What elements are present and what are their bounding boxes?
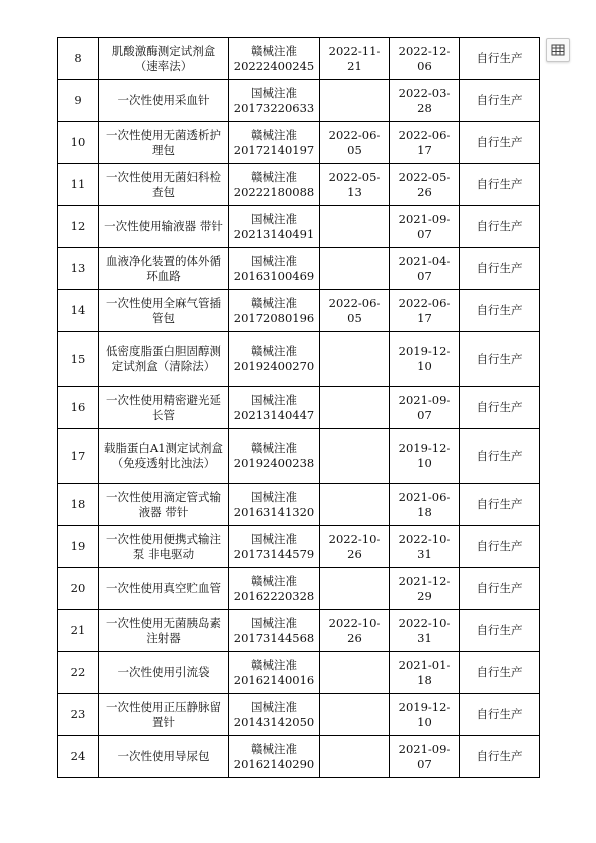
row-number: 15 (58, 332, 99, 387)
table-row (58, 610, 540, 652)
cert-number: 20173144568 (233, 630, 315, 645)
side-tool-button[interactable] (546, 38, 570, 62)
date-one (320, 332, 390, 387)
row-number: 9 (58, 80, 99, 122)
production-source: 自行生产 (460, 568, 540, 610)
product-name: 一次性使用滴定管式输液器 带针 (99, 484, 229, 526)
date-one: 2022-10-26 (320, 526, 390, 568)
registration-cert (229, 484, 320, 526)
cert-number: 20163100469 (233, 268, 315, 283)
production-source: 自行生产 (460, 122, 540, 164)
table-row (58, 484, 540, 526)
date-one (320, 80, 390, 122)
table-row (58, 248, 540, 290)
cert-authority: 国械注准 (251, 615, 297, 630)
date-one (320, 206, 390, 248)
date-two: 2019-12-10 (390, 429, 460, 484)
product-name: 血液净化装置的体外循环血路 (99, 248, 229, 290)
registration-cert (229, 164, 320, 206)
cert-number: 20172140197 (233, 142, 315, 157)
registration-cert (229, 80, 320, 122)
cert-authority: 国械注准 (251, 531, 297, 546)
production-source: 自行生产 (460, 290, 540, 332)
product-name: 一次性使用导尿包 (99, 736, 229, 778)
cert-authority: 赣械注准 (251, 295, 297, 310)
row-number: 16 (58, 387, 99, 429)
registration-cert (229, 526, 320, 568)
table-row (58, 164, 540, 206)
row-number: 10 (58, 122, 99, 164)
production-source: 自行生产 (460, 736, 540, 778)
cert-authority: 国械注准 (251, 392, 297, 407)
product-name: 低密度脂蛋白胆固醇测定试剂盒（清除法） (99, 332, 229, 387)
production-source: 自行生产 (460, 164, 540, 206)
cert-authority: 国械注准 (251, 253, 297, 268)
cert-authority: 国械注准 (251, 489, 297, 504)
product-name: 一次性使用便携式输注泵 非电驱动 (99, 526, 229, 568)
product-name: 一次性使用精密避光延长管 (99, 387, 229, 429)
row-number: 19 (58, 526, 99, 568)
registration-cert (229, 429, 320, 484)
table-row (58, 206, 540, 248)
cert-number: 20162140290 (233, 756, 315, 771)
product-name: 一次性使用采血针 (99, 80, 229, 122)
registration-cert (229, 387, 320, 429)
table-row (58, 429, 540, 484)
row-number: 20 (58, 568, 99, 610)
date-two: 2022-05-26 (390, 164, 460, 206)
row-number: 11 (58, 164, 99, 206)
table-row (58, 526, 540, 568)
cert-number: 20172080196 (233, 310, 315, 325)
date-one (320, 736, 390, 778)
production-source: 自行生产 (460, 610, 540, 652)
registration-cert (229, 568, 320, 610)
table-row (58, 122, 540, 164)
production-source: 自行生产 (460, 387, 540, 429)
row-number: 21 (58, 610, 99, 652)
product-name: 一次性使用输液器 带针 (99, 206, 229, 248)
date-two: 2022-10-31 (390, 610, 460, 652)
date-two: 2022-06-17 (390, 122, 460, 164)
cert-authority: 赣械注准 (251, 344, 297, 358)
registration-table (57, 37, 540, 778)
date-one (320, 248, 390, 290)
table-row (58, 568, 540, 610)
table-edit-icon (551, 43, 565, 57)
date-one: 2022-06-05 (320, 122, 390, 164)
table-row (58, 80, 540, 122)
cert-authority: 赣械注准 (251, 573, 297, 588)
product-name: 一次性使用无菌胰岛素注射器 (99, 610, 229, 652)
cert-authority: 赣械注准 (251, 127, 297, 142)
date-one (320, 484, 390, 526)
product-name: 肌酸激酶测定试剂盒（速率法） (99, 38, 229, 80)
product-name: 一次性使用无菌妇科检查包 (99, 164, 229, 206)
registration-cert (229, 248, 320, 290)
cert-number: 20173144579 (233, 546, 315, 561)
cert-authority: 赣械注准 (251, 169, 297, 184)
date-two: 2022-03-28 (390, 80, 460, 122)
production-source: 自行生产 (460, 206, 540, 248)
registration-cert (229, 736, 320, 778)
date-one: 2022-11-21 (320, 38, 390, 80)
cert-number: 20222400245 (233, 58, 315, 73)
row-number: 17 (58, 429, 99, 484)
cert-authority: 国械注准 (251, 85, 297, 100)
cert-authority: 赣械注准 (251, 441, 297, 455)
table-row (58, 387, 540, 429)
date-one (320, 568, 390, 610)
production-source: 自行生产 (460, 652, 540, 694)
table-row (58, 652, 540, 694)
date-one: 2022-06-05 (320, 290, 390, 332)
table-row (58, 38, 540, 80)
date-two: 2021-12-29 (390, 568, 460, 610)
product-name: 一次性使用无菌透析护理包 (99, 122, 229, 164)
registration-cert (229, 694, 320, 736)
product-name: 载脂蛋白A1测定试剂盒（免疫透射比浊法） (99, 429, 229, 484)
registration-cert (229, 610, 320, 652)
cert-authority: 赣械注准 (251, 43, 297, 58)
date-one (320, 694, 390, 736)
production-source: 自行生产 (460, 484, 540, 526)
production-source: 自行生产 (460, 526, 540, 568)
date-two: 2022-12-06 (390, 38, 460, 80)
row-number: 13 (58, 248, 99, 290)
product-name: 一次性使用真空贮血管 (99, 568, 229, 610)
date-one: 2022-05-13 (320, 164, 390, 206)
product-name: 一次性使用全麻气管插管包 (99, 290, 229, 332)
cert-number: 20192400270 (233, 359, 315, 373)
date-two: 2021-04-07 (390, 248, 460, 290)
production-source: 自行生产 (460, 248, 540, 290)
cert-number: 20222180088 (233, 184, 315, 199)
cert-authority: 国械注准 (251, 699, 297, 714)
row-number: 18 (58, 484, 99, 526)
date-two: 2021-09-07 (390, 736, 460, 778)
row-number: 23 (58, 694, 99, 736)
date-two: 2021-09-07 (390, 387, 460, 429)
registration-cert (229, 122, 320, 164)
product-name: 一次性使用正压静脉留置针 (99, 694, 229, 736)
date-two: 2022-10-31 (390, 526, 460, 568)
date-two: 2022-06-17 (390, 290, 460, 332)
table-row (58, 332, 540, 387)
cert-number: 20173220633 (233, 100, 315, 115)
date-one (320, 652, 390, 694)
date-two: 2019-12-10 (390, 694, 460, 736)
cert-authority: 赣械注准 (251, 741, 297, 756)
product-name: 一次性使用引流袋 (99, 652, 229, 694)
registration-cert (229, 290, 320, 332)
table-row (58, 694, 540, 736)
date-one (320, 387, 390, 429)
production-source: 自行生产 (460, 694, 540, 736)
row-number: 12 (58, 206, 99, 248)
cert-number: 20163141320 (233, 504, 315, 519)
row-number: 24 (58, 736, 99, 778)
row-number: 8 (58, 38, 99, 80)
date-one: 2022-10-26 (320, 610, 390, 652)
production-source: 自行生产 (460, 429, 540, 484)
row-number: 22 (58, 652, 99, 694)
date-two: 2021-09-07 (390, 206, 460, 248)
registration-cert (229, 38, 320, 80)
cert-number: 20162220328 (233, 588, 315, 603)
cert-number: 20192400238 (233, 456, 315, 470)
date-two: 2021-01-18 (390, 652, 460, 694)
cert-number: 20213140447 (233, 407, 315, 422)
cert-authority: 国械注准 (251, 211, 297, 226)
cert-authority: 赣械注准 (251, 657, 297, 672)
table-row (58, 736, 540, 778)
registration-cert (229, 332, 320, 387)
production-source: 自行生产 (460, 80, 540, 122)
cert-number: 20143142050 (233, 714, 315, 729)
registration-table-body (58, 38, 540, 778)
cert-number: 20162140016 (233, 672, 315, 687)
date-two: 2021-06-18 (390, 484, 460, 526)
cert-number: 20213140491 (233, 226, 315, 241)
production-source: 自行生产 (460, 332, 540, 387)
row-number: 14 (58, 290, 99, 332)
date-two: 2019-12-10 (390, 332, 460, 387)
date-one (320, 429, 390, 484)
production-source: 自行生产 (460, 38, 540, 80)
registration-cert (229, 206, 320, 248)
table-row (58, 290, 540, 332)
registration-cert (229, 652, 320, 694)
